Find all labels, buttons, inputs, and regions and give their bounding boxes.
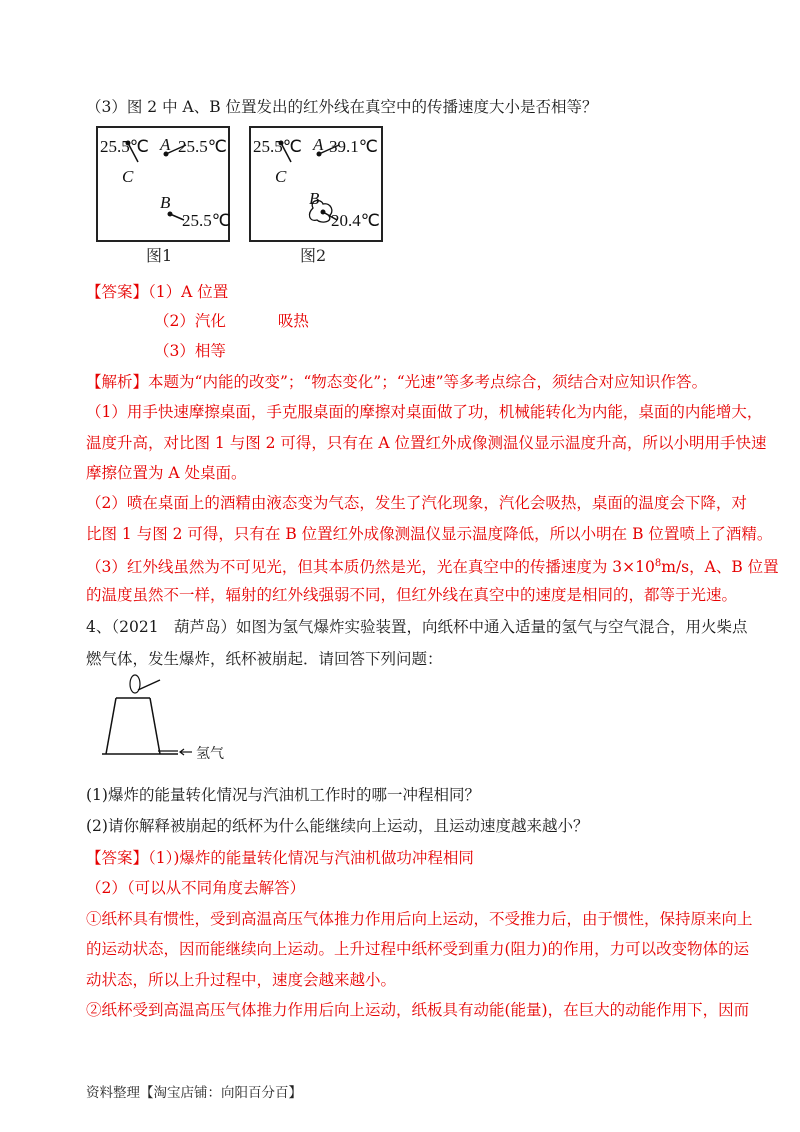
analysis-3-text-b: m/s，A、B 位置 bbox=[661, 558, 779, 577]
q3-answer-line-1 bbox=[86, 281, 228, 303]
analysis-2-line-2: 比图 1 与图 2 可得，只有在 B 位置红外成像测温仪显示温度降低，所以小明在 B 位置喷上了酒精。 bbox=[86, 525, 773, 543]
q4-stem-line-2: 燃气体，发生爆炸，纸杯被崩起．请回答下列问题： bbox=[86, 650, 443, 668]
q4-sub-2: (2)请你解释被崩起的纸杯为什么能继续向上运动，且运动速度越来越小？ bbox=[86, 817, 589, 835]
exponent: 8 bbox=[654, 558, 662, 569]
analysis-3-text-a: （3）红外线虽然为不可见光，但其本质仍然是光，光在真空中的传播速度为 3×10 bbox=[86, 558, 655, 577]
analysis-1-line-2: 温度升高，对比图 1 与图 2 可得，只有在 A 位置红外成像测温仪显示温度升高，所以小明用手快速 bbox=[86, 434, 767, 452]
q4-answer-tag: 【答案】 bbox=[86, 849, 149, 867]
answer-1: （1）A 位置 bbox=[148, 283, 229, 301]
analysis-1-line-3: 摩擦位置为 A 处桌面。 bbox=[86, 464, 247, 482]
q3-answer-line-3: （3）相等 bbox=[154, 342, 226, 360]
q4-answer-a-line-3: 动状态，所以上升过程中，速度会越来越小。 bbox=[86, 971, 397, 989]
answer-2a: （2）汽化 bbox=[154, 312, 226, 330]
fig1-label-b: B bbox=[160, 193, 171, 212]
fig2-label-a: A bbox=[313, 135, 324, 154]
q4-answer-b-line-1: ②纸杯受到高温高压气体推力作用后向上运动，纸板具有动能(能量)，在巨大的动能作用下，因而 bbox=[86, 1001, 750, 1019]
fig1-a-reading: 25.5℃ bbox=[178, 137, 227, 156]
analysis-intro bbox=[86, 371, 707, 393]
fig1-label-a: A bbox=[160, 135, 171, 154]
analysis-3-line-1 bbox=[86, 553, 779, 578]
paper-cup-figure bbox=[100, 670, 250, 762]
fig1-c-reading: 25.5℃ bbox=[100, 137, 149, 156]
answer-tag: 【答案】 bbox=[86, 283, 149, 301]
q4-stem-line-1: 4、（2021 葫芦岛）如图为氢气爆炸实验装置，向纸杯中通入适量的氢气与空气混合，用火柴点 bbox=[86, 618, 748, 636]
q4-sub-1: (1)爆炸的能量转化情况与汽油机工作时的哪一冲程相同？ bbox=[86, 786, 480, 804]
q4-answer-1: （1）)爆炸的能量转化情况与汽油机做功冲程相同 bbox=[148, 849, 474, 867]
fig1-b-reading: 25.5℃ bbox=[182, 211, 231, 230]
figure-2 bbox=[249, 126, 383, 242]
fig2-a-reading: 39.1℃ bbox=[329, 137, 378, 156]
fig2-label-b: B bbox=[309, 189, 320, 208]
q3-answer-line-2 bbox=[154, 310, 309, 332]
q4-answer-a-line-2: 的运动状态，因而能继续向上运动。上升过程中纸杯受到重力(阻力)的作用，力可以改变物体的运 bbox=[86, 940, 750, 958]
q4-answer-line-1 bbox=[86, 847, 474, 869]
analysis-intro-text: 本题为“内能的改变”；“物态变化”；“光速”等多考点综合，须结合对应知识作答。 bbox=[148, 373, 708, 391]
fig2-label-c: C bbox=[275, 167, 287, 186]
analysis-tag: 【解析】 bbox=[86, 373, 149, 391]
analysis-3-line-2: 的温度虽然不一样，辐射的红外线强弱不同，但红外线在真空中的速度是相同的，都等于光速。 bbox=[86, 586, 738, 604]
q4-answer-line-2: （2）（可以从不同角度去解答） bbox=[86, 879, 306, 897]
q3-question: （3）图 2 中 A、B 位置发出的红外线在真空中的传播速度大小是否相等？ bbox=[86, 98, 598, 116]
fig2-b-reading: 20.4℃ bbox=[331, 211, 380, 230]
analysis-2-line-1: （2）喷在桌面上的酒精由液态变为气态，发生了汽化现象，汽化会吸热，桌面的温度会下降，对 bbox=[86, 494, 747, 512]
answer-2b: 吸热 bbox=[277, 312, 309, 330]
cup-drawing bbox=[100, 670, 250, 762]
figure-2-caption: 图2 bbox=[300, 246, 327, 265]
fig1-label-c: C bbox=[122, 167, 134, 186]
hydrogen-label: 氢气 bbox=[196, 746, 224, 762]
analysis-1-line-1: （1）用手快速摩擦桌面，手克服桌面的摩擦对桌面做了功，机械能转化为内能，桌面的内能增大， bbox=[86, 403, 763, 421]
q4-answer-a-line-1: ①纸杯具有惯性，受到高温高压气体推力作用后向上运动，不受推力后，由于惯性，保持原来向上 bbox=[86, 910, 753, 928]
page-footer: 资料整理【淘宝店铺：向阳百分百】 bbox=[86, 1085, 302, 1101]
figure-1-caption: 图1 bbox=[146, 246, 173, 265]
fig2-c-reading: 25.5℃ bbox=[253, 137, 302, 156]
figure-1 bbox=[96, 126, 230, 242]
